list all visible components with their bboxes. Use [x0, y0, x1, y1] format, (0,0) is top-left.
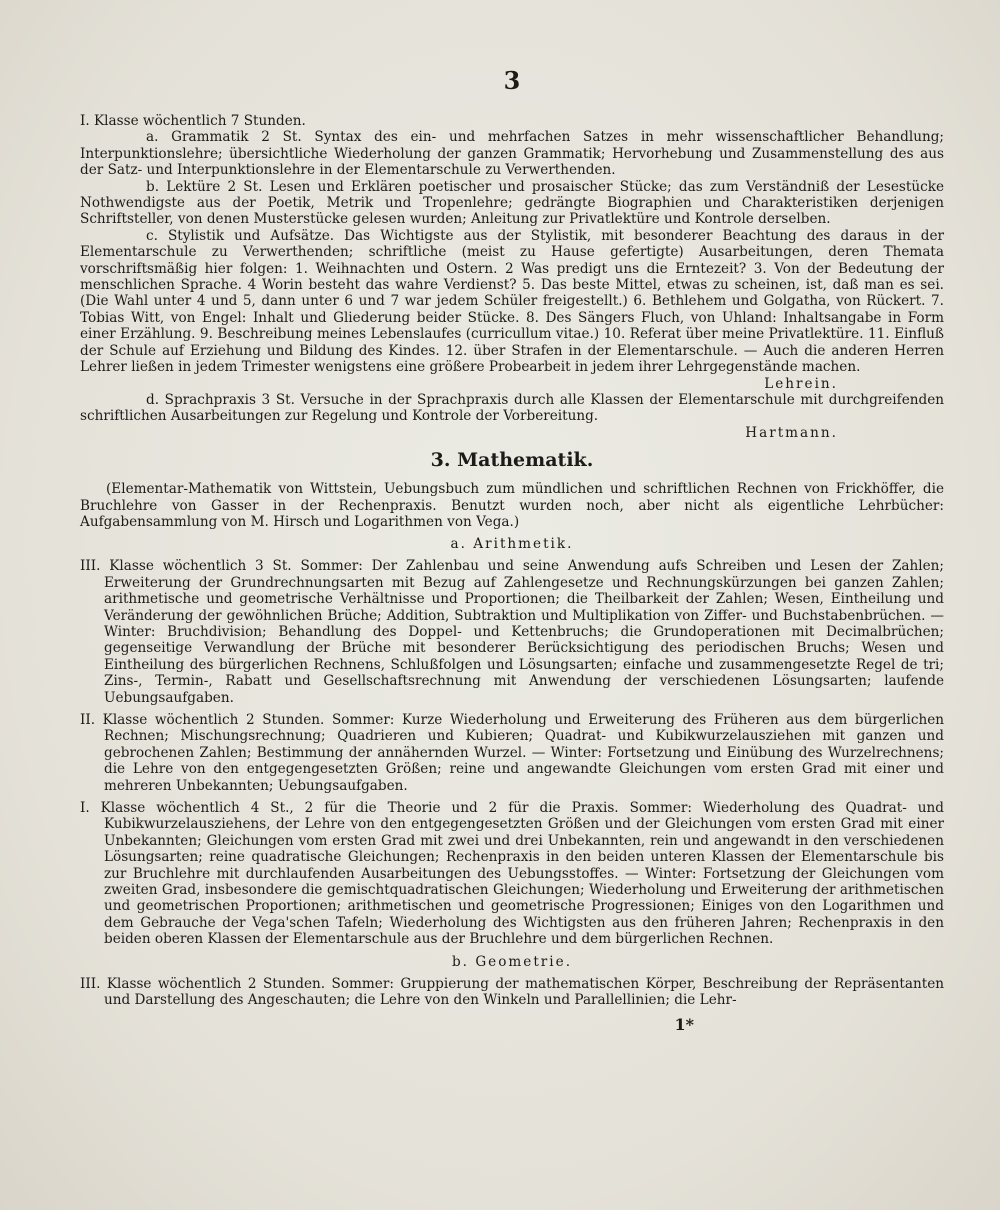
signature-mark: 1*: [674, 1014, 694, 1034]
geometrie-klasse-iii: III. Klasse wöchentlich 2 Stunden. Sommer: Gruppierung der mathematischen Körper, Beschreibung der Repräsentanten und Darstellung des Angeschauten; die Lehre von den Winkeln und Parallellinien; die Lehr-: [80, 975, 944, 1009]
signature-lehrein: Lehrein.: [764, 375, 838, 392]
arithmetik-klasse-i: I. Klasse wöchentlich 4 St., 2 für die Theorie und 2 für die Praxis. Sommer: Wiederholung des Quadrat- und Kubikwurzelausziehens, der Lehre von den entgegengesetzten Größen und der Gleichungen vom ersten Grad mit einer Unbekannten; Gleichungen vom ersten Grad mit zwei und drei Unbekannten, rein und angewandt in den verschiedenen Lösungsarten; reine quadratische Gleichungen; Rechenpraxis in den beiden unteren Klassen der Elementarschule bis zur Bruchlehre mit durchlaufenden Ausarbeitungen des Uebungsstoffes. — Winter: Fortsetzung der Gleichungen vom zweiten Grad, insbesondere die gemischtquadratischen Gleichungen; Wiederholung und Erweiterung der arithmetischen und geometrischen Proportionen; arithmetischen und geometrische Progressionen; Einiges von den Logarithmen und dem Gebrauche der Vega'schen Tafeln; Wiederholung des Wichtigsten aus den früheren Jahren; Rechenpraxis in den beiden oberen Klassen der Elementarschule aus der Bruchlehre und dem bürgerlichen Rechnen.: [80, 800, 944, 948]
grammatik-paragraph: a. Grammatik 2 St. Syntax des ein- und mehrfachen Satzes in mehr wissenschaftlicher Behandlung; Interpunktionslehre; übersichtliche Wiederholung der ganzen Grammatik; Hervorhebung und Zusammenstellung des aus der Satz- und Interpunktionslehre in der Elementarschule zu Verwerthenden.: [80, 129, 944, 179]
stilistik-paragraph: c. Stylistik und Aufsätze. Das Wichtigste aus der Stylistik, mit besonderer Beachtung des daraus in der Elementarschule zu Verwerthenden; schriftliche (meist zu Hause gefertigte) Ausarbeitungen, deren Themata vorschriftsmäßig hier folgen: 1. Weihnachten und Ostern. 2 Was predigt uns die Erntezeit? 3. Von der Bedeutung der menschlichen Sprache. 4 Worin besteht das wahre Verdienst? 5. Das beste Mittel, etwas zu scheinen, ist, daß man es sei. (Die Wahl unter 4 und 5, dann unter 6 und 7 war jedem Schüler freigestellt.) 6. Bethlehem und Golgatha, von Rückert. 7. Tobias Witt, von Engel: Inhalt und Gliederung beider Stücke. 8. Des Sängers Fluch, von Uhland: Inhaltsangabe in Form einer Erzählung. 9. Beschreibung meines Lebenslaufes (curricullum vitae.) 10. Referat über meine Privatlektüre. 11. Einfluß der Schule auf Erziehung und Bildung des Kindes. 12. über Strafen in der Elementarschule. — Auch die anderen Herren Lehrer ließen in jedem Trimester wenigstens eine größere Probearbeit in jedem ihrer Lehrgegenstände machen.: [80, 227, 944, 376]
page-number: 3: [503, 66, 521, 95]
klasse-i-heading: I. Klasse wöchentlich 7 Stunden.: [80, 113, 306, 129]
arithmetik-klasse-ii: II. Klasse wöchentlich 2 Stunden. Sommer: Kurze Wiederholung und Erweiterung des Früheren aus dem bürgerlichen Rechnen; Mischungsrechnung; Quadrieren und Kubieren; Quadrat- und Kubikwurzelausziehen mit ganzen und gebrochenen Zahlen; Bestimmung der annähernden Wurzel. — Winter: Fortsetzung und Einübung des Wurzelrechnens; die Lehre von den entgegengesetzten Größen; reine und angewandte Gleichungen vom ersten Grad mit einer und mehreren Unbekannten; Uebungsaufgaben.: [80, 712, 944, 794]
arithmetik-klasse-iii: III. Klasse wöchentlich 3 St. Sommer: Der Zahlenbau und seine Anwendung aufs Schreiben und Lesen der Zahlen; Erweiterung der Grundrechnungsarten mit Bezug auf Zahlengesetze und Rechnungskürzungen bei ganzen Zahlen; arithmetische und geometrische Verhältnisse und Proportionen; die Theilbarkeit der Zahlen; Wesen, Eintheilung und Veränderung der gewöhnlichen Brüche; Addition, Subtraktion und Multiplikation von Ziffer- und Buchstabenbrüchen. — Winter: Bruchdivision; Behandlung des Doppel- und Kettenbruchs; die Grundoperationen mit Decimalbrüchen; gegenseitige Verwandlung der Brüche mit besonderer Berücksichtigung des periodischen Bruchs; Wesen und Eintheilung des bürgerlichen Rechnens, Schlußfolgen und Lösungsarten; einfache und zusammengesetzte Regel de tri; Zins-, Termin-, Rabatt und Gesellschaftsrechnung mit Anwendung der verschiedenen Lösungsarten; laufende Uebungsaufgaben.: [80, 558, 944, 706]
math-intro-paragraph: (Elementar-Mathematik von Wittstein, Uebungsbuch zum mündlichen und schriftlichen Rechnen von Frickhöffer, die Bruchlehre von Gasser in der Rechenpraxis. Benutzt wurden noch, aber nicht als eigentliche Lehrbücher: Aufgabensammlung von M. Hirsch und Logarithmen von Vega.): [80, 481, 944, 530]
signature-hartmann: Hartmann.: [745, 424, 838, 441]
sprachpraxis-paragraph: d. Sprachpraxis 3 St. Versuche in der Sprachpraxis durch alle Klassen der Elementarschule mit durchgreifenden schriftlichen Ausarbeitungen zur Regelung und Kontrole der Vorbereitung.: [80, 391, 944, 425]
section-title-mathematik: 3. Mathematik.: [430, 449, 594, 472]
subsection-title-geometrie: b. Geometrie.: [451, 953, 573, 970]
lektuere-paragraph: b. Lektüre 2 St. Lesen und Erklären poetischer und prosaischer Stücke; das zum Verständniß der Lesestücke Nothwendigste aus der Poetik, Metrik und Tropenlehre; gedrängte Biographien und Charakteristiken derjenigen Schriftsteller, von denen Musterstücke gelesen wurden; Anleitung zur Privatlektüre und Kontrole derselben.: [80, 178, 944, 228]
subsection-title-arithmetik: a. Arithmetik.: [450, 536, 574, 553]
